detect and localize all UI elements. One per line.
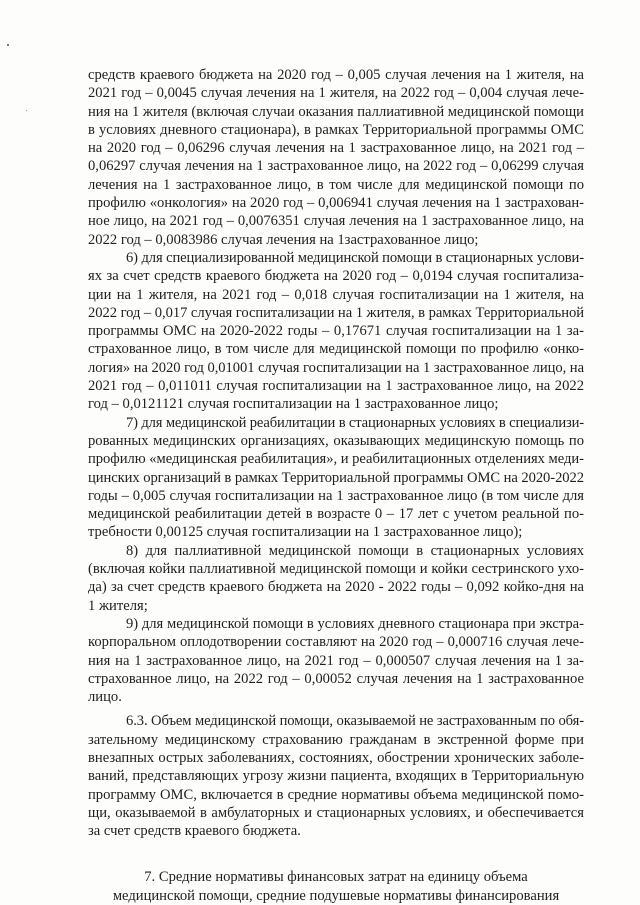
text-line: 6) для специализированной медицинской помощи в стационарных услови- <box>126 249 584 266</box>
text-line: (включая койки паллиативной медицинской помощи и койки сестринского ухо- <box>88 561 584 578</box>
text-line: 7) для медицинской реабилитации в стационарных условиях в специализи- <box>126 414 584 431</box>
text-line: годы – 0,005 случая госпитализации на 1 застрахованное лицо (в том числе для <box>88 487 584 504</box>
text-line: 0,06297 случая лечения на 1 застрахованное лицо, на 2022 год – 0,06299 случая <box>88 158 584 175</box>
text-line: 2022 год – 0,0083986 случая лечения на 1застрахованное лицо; <box>88 231 479 248</box>
scan-speck-2 <box>26 110 27 111</box>
text-line: требности 0,00125 случая госпитализации на 1 застрахованное лицо); <box>88 524 523 541</box>
text-line: внезапных острых заболеваниях, состояниях, обострении хронических заболе- <box>88 749 584 766</box>
text-line: ваний, представляющих угрозу жизни пациента, входящих в Территориальную <box>88 768 584 785</box>
text-line: профилю «медицинская реабилитация», и реабилитационных отделениях меди- <box>88 451 584 468</box>
text-line: цинских организаций в рамках Территориальной программы ОМС на 2020-2022 <box>88 469 584 486</box>
text-line: программу ОМС, включается в средние нормативы объема медицинской помо- <box>88 786 584 803</box>
text-line: на 2020 год – 0,06296 случая лечения на 1 застрахованное лицо, на 2021 год – <box>88 140 584 157</box>
text-line: 6.3. Объем медицинской помощи, оказываемой не застрахованным по обя- <box>126 713 584 730</box>
text-line: профилю «онкология» на 2020 год – 0,006941 случая лечения на 1 застрахован- <box>88 195 584 212</box>
section-heading: медицинской помощи, средние подушевые нормативы финансирования <box>112 887 560 904</box>
text-line: щи, оказываемой в амбулаторных и стационарных условиях, и обеспечивается <box>88 804 584 821</box>
text-line: да) за счет средств краевого бюджета на 2020 - 2022 годы – 0,092 койко-дня на <box>88 579 584 596</box>
text-line: ное лицо, на 2021 год – 0,0076351 случая лечения на 1 застрахованное лицо, на <box>88 213 584 230</box>
text-line: 2022 год – 0,017 случая госпитализации на 1 жителя, в рамках Территориальной <box>88 304 585 321</box>
text-line: ции на 1 жителя, на 2021 год – 0,018 случая госпитализации на 1 жителя, на <box>88 286 584 303</box>
text-line: лицо. <box>88 689 122 706</box>
text-line: корпоральном оплодотворении составляют на 2020 год – 0,000716 случая лече- <box>88 634 584 651</box>
text-line: ях за счет средств краевого бюджета на 2020 год – 0,0194 случая госпитализа- <box>88 268 584 285</box>
text-line: лечения на 1 застрахованное лицо, в том числе для медицинской помощи по <box>88 176 584 193</box>
text-line: в условиях дневного стационара), в рамках Территориальной программы ОМС <box>88 121 584 138</box>
text-line: логия» на 2020 год 0,01001 случая госпитализации на 1 застрахованное лицо, на <box>88 359 584 376</box>
text-line: ния на 1 застрахованное лицо, на 2021 год – 0,000507 случая лечения на 1 за- <box>88 652 584 669</box>
text-line: зательному медицинскому страхованию гражданам в экстренной форме при <box>88 731 584 748</box>
text-line: страхованное лицо, на 2022 год – 0,00052 случая лечения на 1 застрахованное <box>88 670 584 687</box>
text-line: 8) для паллиативной медицинской помощи в стационарных условиях <box>126 542 584 559</box>
text-line: программы ОМС на 2020-2022 годы – 0,17671 случая госпитализации на 1 за- <box>88 323 584 340</box>
section-heading: 7. Средние нормативы финансовых затрат на единицу объема <box>144 869 528 886</box>
text-line: медицинской реабилитации детей в возрасте 0 – 17 лет с учетом реальной по- <box>88 506 584 523</box>
text-line: 2021 год – 0,011011 случая госпитализации на 1 застрахованное лицо, на 2022 <box>88 378 584 395</box>
text-line: 9) для медицинской помощи в условиях дневного стационара при экстра- <box>126 615 584 632</box>
document-page <box>88 66 584 905</box>
text-line: ния на 1 жителя (включая случаи оказания паллиативной медицинской помощи <box>88 103 584 120</box>
text-line: средств краевого бюджета на 2020 год – 0,005 случая лечения на 1 жителя, на <box>88 67 584 83</box>
text-line: 2021 год – 0,0045 случая лечения на 1 жителя, на 2022 год – 0,004 случая лече- <box>88 85 584 102</box>
text-line: 1 жителя; <box>88 597 148 614</box>
text-line: за счет средств краевого бюджета. <box>88 823 301 840</box>
text-line: год – 0,0121121 случая госпитализации на 1 застрахованное лицо; <box>88 396 499 413</box>
text-line: страхованное лицо, в том числе для медицинской помощи по профилю «онко- <box>88 341 584 358</box>
text-line: рованных медицинских организациях, оказывающих медицинскую помощь по <box>88 432 584 449</box>
scan-speck <box>7 44 9 46</box>
